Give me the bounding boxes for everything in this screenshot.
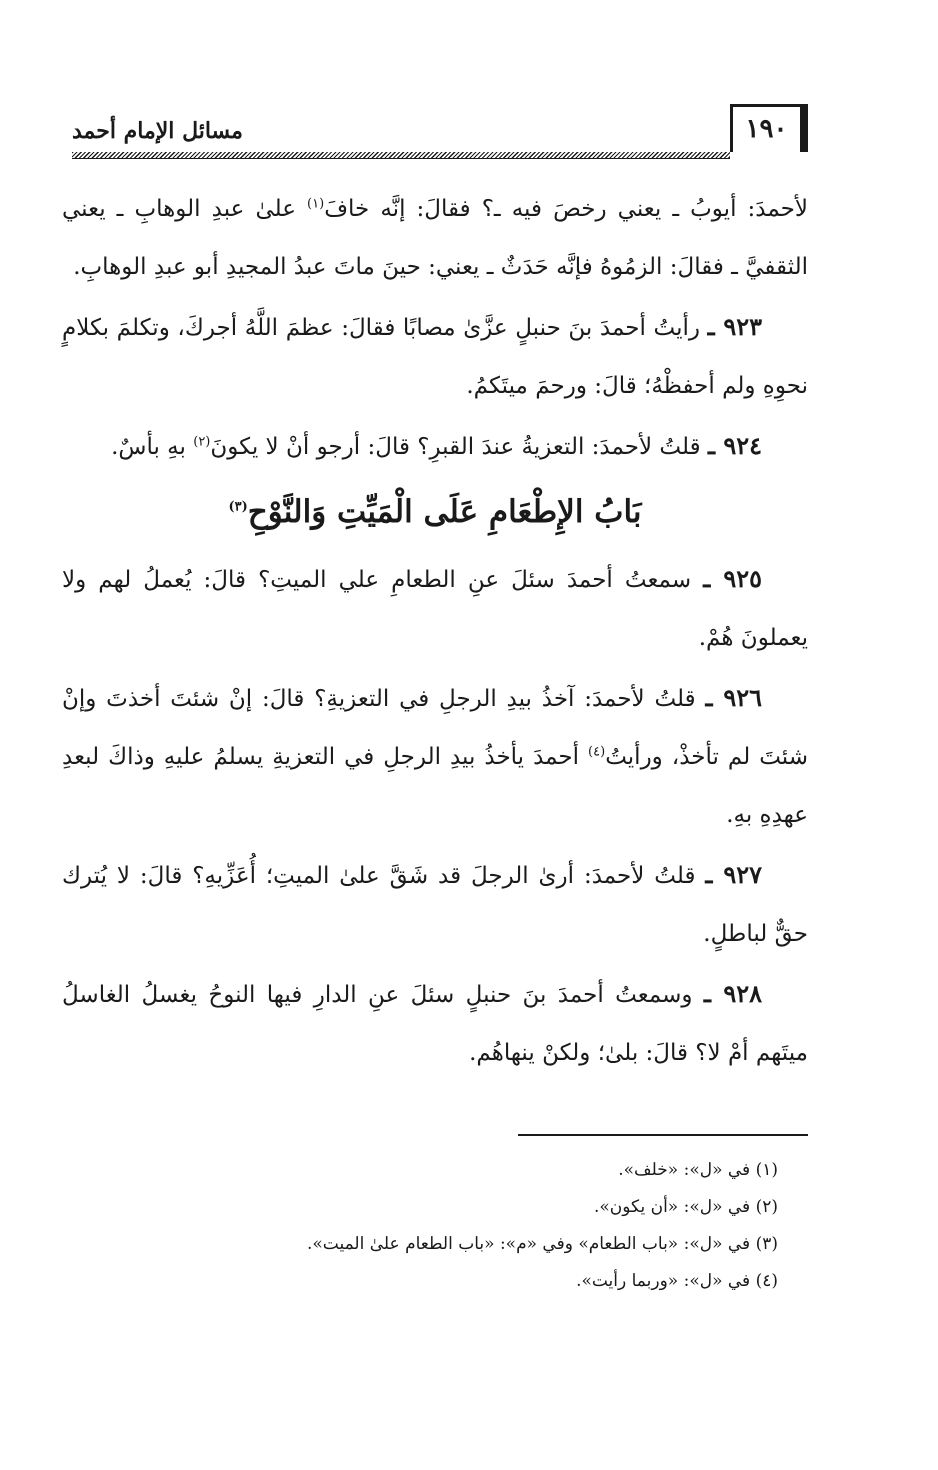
running-title: مسائل الإمام أحمد — [72, 118, 243, 144]
paragraph-text: قلتُ لأحمدَ: التعزيةُ عندَ القبرِ؟ قالَ: أرجو أنْ لا يكونَ — [210, 434, 708, 460]
page-number: ١٩٠ — [730, 104, 808, 152]
question-926 — [62, 669, 808, 844]
running-header — [72, 100, 808, 162]
footnote-ref-3: (٣) — [228, 499, 248, 515]
paragraph-text: بهِ بأسٌ. — [111, 434, 194, 460]
main-text — [62, 180, 808, 1084]
question-number: ٩٢٣ ـ — [707, 312, 763, 341]
paragraph-text: أحمدَ يأخذُ بيدِ الرجلِ في التعزيةِ يسلمُ عليهِ وذاكَ لبعدِ عهدِهِ بهِ. — [62, 744, 808, 828]
question-number: ٩٢٨ ـ — [703, 979, 763, 1008]
question-number: ٩٢٦ ـ — [705, 683, 762, 712]
paragraph-text: لأحمدَ: أيوبُ ـ يعني رخصَ فيه ـ؟ فقالَ: إنَّه خافَ — [324, 196, 808, 222]
question-928 — [62, 965, 808, 1082]
footnote-4: (٤) في «ل»: «وربما رأيت». — [576, 1271, 778, 1291]
question-924 — [62, 417, 808, 476]
footnote-ref-1: (١) — [307, 196, 325, 212]
question-number: ٩٢٧ ـ — [705, 860, 762, 889]
question-number: ٩٢٤ ـ — [707, 431, 762, 460]
question-number: ٩٢٥ ـ — [703, 564, 763, 593]
header-rule — [72, 152, 730, 159]
question-927 — [62, 846, 808, 963]
paragraph-text: قلتُ لأحمدَ: آخذُ بيدِ الرجلِ في التعزيةِ؟ قالَ: إنْ شئتَ أخذتَ وإنْ شئتَ لم تأخذْ، ورأيتُ — [62, 686, 808, 770]
paragraph-text: قلتُ لأحمدَ: أرىٰ الرجلَ قد شَقَّ علىٰ الميتِ؛ أُعَزِّيهِ؟ قالَ: لا يُترك حقٌّ لباطلٍ. — [62, 863, 808, 947]
footnote-separator — [518, 1134, 808, 1136]
question-925 — [62, 550, 808, 667]
question-923 — [62, 298, 808, 415]
footnote-ref-2: (٢) — [193, 434, 211, 450]
paragraph-text: سمعتُ أحمدَ سئلَ عنِ الطعامِ علي الميتِ؟ قالَ: يُعملُ لهم ولا يعملونَ هُمْ. — [62, 567, 808, 651]
footnote-1: (١) في «ل»: «خلف». — [618, 1160, 778, 1180]
chapter-title: بَابُ الإِطْعَامِ عَلَى الْمَيِّتِ وَالنَّوْحِ$^{(٣)}$ — [228, 494, 642, 530]
paragraph-text: علىٰ عبدِ الوهابِ ـ يعني الثقفيَّ ـ فقالَ: الزمُوهُ فإنَّه حَدَثٌ ـ يعني: حينَ ماتَ عبدُ المجيدِ أبو عبدِ الوهابِ. — [62, 196, 808, 280]
footnote-ref-4: (٤) — [588, 744, 606, 760]
footnote-2: (٢) في «ل»: «أن يكون». — [593, 1197, 778, 1217]
paragraph-continued — [62, 180, 808, 296]
footnotes — [120, 1152, 778, 1300]
paragraph-text: رأيتُ أحمدَ بنَ حنبلٍ عزَّىٰ مصابًا فقالَ: عظمَ اللَّهُ أجركَ، وتكلمَ بكلامٍ نحوِهِ ولم أحفظْهُ؛ قالَ: ورحمَ ميتَكمُ. — [62, 315, 808, 399]
footnote-3: (٣) في «ل»: «باب الطعام» وفي «م»: «باب الطعام علىٰ الميت». — [306, 1234, 778, 1254]
paragraph-text: وسمعتُ أحمدَ بنَ حنبلٍ سئلَ عنِ الدارِ فيها النوحُ يغسلُ الغاسلُ ميتَهم أمْ لا؟ قالَ: بلىٰ؛ ولكنْ ينهاهُم. — [62, 982, 808, 1066]
